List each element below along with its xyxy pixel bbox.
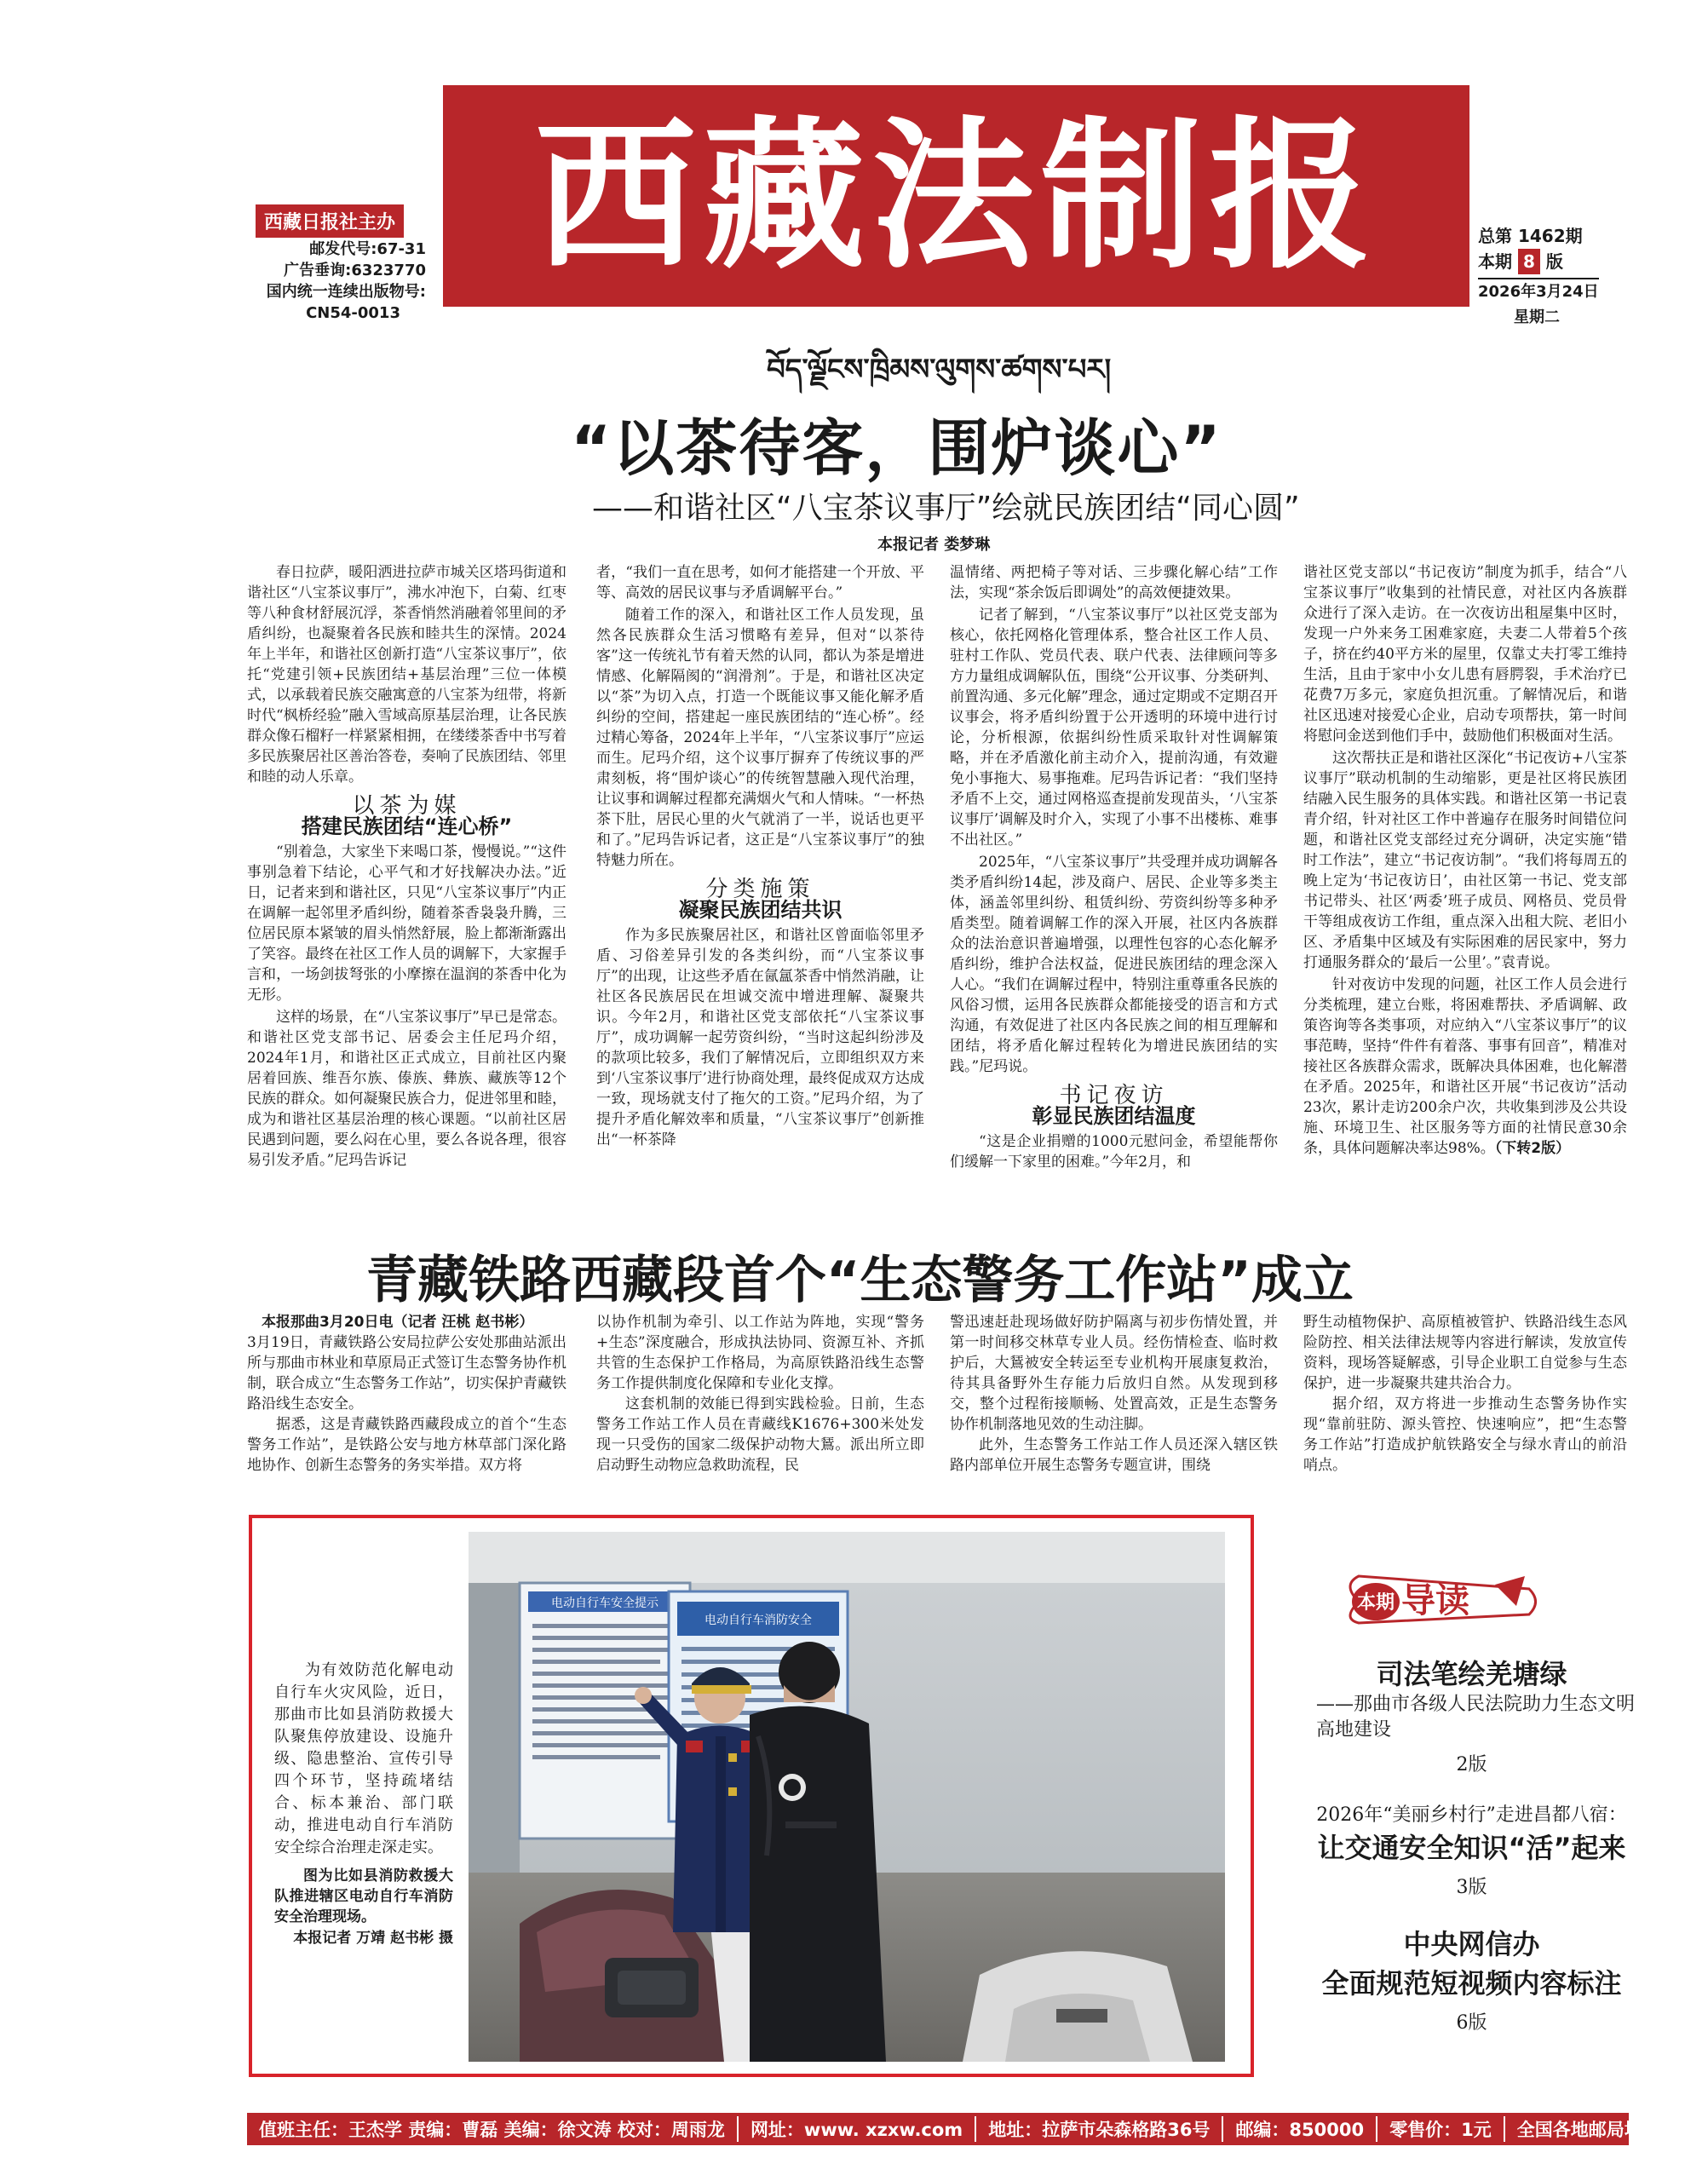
main-article-column-2: [596, 562, 924, 1218]
article-lead: 春日拉萨，暖阳洒进拉萨市城关区塔玛街道和谐社区“八宝茶议事厅”，沸水冲泡下，白菊、红枣等八种食材舒展沉浮，茶香悄然消融着邻里间的矛盾纠纷，也凝聚着各民族和睦共生的深情。2024年上半年，和谐社区创新打造“八宝茶议事厅”，依托“党建引领+民族团结+基层治理”三位一体模式，以承载着民族交融寓意的八宝茶为纽带，将新时代“枫桥经验”融入雪域高原基层治理，让各民族群众像石榴籽一样紧紧相拥，在缕缕茶香中书写着多民族聚居社区善治答卷，奏响了民族团结、邻里和睦的动人乐章。: [247, 564, 566, 786]
masthead-meta-left: [247, 239, 426, 324]
newspaper-title: 西藏法制报: [534, 101, 1378, 291]
guide-item-page: 6版: [1456, 2012, 1487, 2034]
footer-editors: 值班主任：王杰学 责编：曹磊 美编：徐文涛 校对：周雨龙: [247, 2116, 739, 2142]
section-title: 搭建民族团结“连心桥”: [301, 814, 513, 838]
main-article-column-1: [247, 562, 566, 1218]
section-kicker: 分类施策: [705, 877, 815, 902]
photo-credit: 本报记者 万靖 赵书彬 摄: [293, 1930, 453, 1947]
rail-article-column-3: [950, 1312, 1278, 1499]
article-paragraph: 这套机制的效能已得到实践检验。日前，生态警务工作站工作人员在青藏线K1676+300米处发现一只受伤的国家二级保护动物大鵟。派出所立即启动野生动物应急救助流程，民: [596, 1395, 924, 1474]
guide-item[interactable]: [1299, 1923, 1644, 2034]
rail-article-column-1: [247, 1312, 566, 1499]
fire-safety-scene-illustration: [469, 1532, 1225, 2062]
section-heading-1: [247, 793, 566, 838]
tibetan-newspaper-name: བོད་ལྗོངས་ཁྲིམས་ལུགས་ཚགས་པར།: [767, 353, 1112, 387]
news-photo: [469, 1532, 1225, 2062]
photo-caption: [274, 1660, 453, 1949]
article-paragraph: 针对夜访中发现的问题，社区工作人员会进行分类梳理，建立台账，将困难帮扶、矛盾调解、政策咨询等各类事项，对应纳入“八宝茶议事厅”的议事范畴，坚持“件件有着落、事事有回音”，精准对接社区各族群众需求，既解决具体困难，也化解潜在矛盾。2025年，和谐社区开展“书记夜访”活动23次，累计走访200余户次，共收集到涉及公共设施、环境卫生、社区服务等方面的社情民意30余条，具体问题解决率达98%。（下转2版）: [1303, 976, 1627, 1157]
guide-badge-label: 导读: [1401, 1580, 1469, 1620]
footer-zip: 邮编：850000: [1223, 2116, 1377, 2142]
guide-item-page: 3版: [1456, 1877, 1487, 1898]
issue-date: 2026年3月24日: [1478, 278, 1599, 305]
article-paragraph: 温情绪、两把椅子等对话、三步骤化解心结”工作法，实现“茶余饭后即调处”的高效便捷效果。: [950, 564, 1278, 601]
masthead-meta-right: [1478, 223, 1599, 331]
guide-item-page: 2版: [1456, 1754, 1487, 1775]
rail-dateline: 本报那曲3月20日电（记者 汪桃 赵书彬）: [262, 1314, 534, 1331]
publisher-tag: 西藏日报社主办: [256, 204, 404, 238]
serial-label: 国内统一连续出版物号:: [266, 283, 426, 301]
article-paragraph: 随着工作的深入，和谐社区工作人员发现，虽然各民族群众生活习惯略有差异，但对“以茶待客”这一传统礼节有着天然的认同，都认为茶是增进情感、化解隔阂的“润滑剂”。于是，和谐社区决定以“茶”为切入点，打造一个既能议事又能化解矛盾纠纷的空间，搭建起一座民族团结的“连心桥”。经过精心筹备，2024年上半年，“八宝茶议事厅”应运而生。尼玛介绍，这个议事厅摒弃了传统议事的严肃刻板，将“围炉谈心”的传统智慧融入现代治理，让议事和调解过程都充满烟火气和人情味。“一杯热茶下肚，居民心里的火气就消了一半，说话也更平和了。”尼玛告诉记者，这正是“八宝茶议事厅”的独特魅力所在。: [596, 607, 924, 869]
ad-phone: 广告垂询:6323770: [284, 262, 426, 279]
edition-info: 本期 8 版: [1478, 249, 1599, 274]
footer-subscribe: 全国各地邮局均可订阅: [1516, 2120, 1696, 2140]
section-title: 凝聚民族团结共识: [678, 898, 842, 922]
rail-article-column-2: [596, 1312, 924, 1499]
guide-item-title: 中央网信办: [1403, 1928, 1540, 1960]
article-paragraph: 据悉，这是青藏铁路西藏段成立的首个“生态警务工作站”，是铁路公安与地方林草部门深化路地协作、创新生态警务的务实举措。双方将: [247, 1416, 566, 1474]
section-title: 彰显民族团结温度: [1032, 1104, 1196, 1128]
main-article-column-4: [1303, 562, 1627, 1218]
main-subheadline: ——和谐社区“八宝茶议事厅”绘就民族团结“同心圆”: [592, 491, 1300, 526]
guide-badge-graphic: [1325, 1568, 1546, 1636]
footer-price: 零售价：1元: [1377, 2116, 1505, 2142]
guide-item[interactable]: [1299, 1800, 1644, 1899]
issue-guide-panel: [1299, 1568, 1644, 2062]
poster-heading: 电动自行车安全提示: [551, 1597, 658, 1610]
footer-address: 地址：拉萨市朵森格路36号: [976, 2116, 1223, 2142]
article-paragraph: 此外，生态警务工作站工作人员还深入辖区铁路内部单位开展生态警务专题宣讲，围绕: [950, 1436, 1278, 1474]
article-paragraph: 这次帮扶正是和谐社区深化“书记夜访+八宝茶议事厅”联动机制的生动缩影，更是社区将民族团结融入民生服务的具体实践。和谐社区第一书记袁青介绍，针对社区工作中普遍存在服务时间错位问题，和谐社区党支部经过充分调研，决定实施“错时工作法”，建立“书记夜访制”。“我们将每周五的晚上定为‘书记夜访日’，由社区第一书记、党支部书记带头、社区‘两委’班子成员、网格员、党员骨干等组成夜访工作组，重点深入出租大院、老旧小区、矛盾集中区域及有实际困难的居民家中，努力打通服务群众的‘最后一公里’。”袁青说。: [1303, 750, 1627, 971]
serial-number: CN54-0013: [306, 304, 400, 322]
guide-item-title: 让交通安全知识“活”起来: [1317, 1832, 1626, 1864]
section-kicker: 以茶为媒: [352, 793, 462, 819]
footer-website[interactable]: 网址：www. xzxw.com: [739, 2116, 976, 2142]
article-paragraph: 记者了解到，“八宝茶议事厅”以社区党支部为核心，依托网格化管理体系，整合社区工作人员、驻村工作队、党员代表、联户代表、法律顾问等多方力量组成调解队伍，围绕“公开议事、分类研判、前置沟通、多元化解”理念，通过定期或不定期召开议事会，将矛盾纠纷置于公开透明的环境中进行讨论，分析根源，依据纠纷性质采取针对性调解策略，并在矛盾激化前主动介入，提前沟通，有效避免小事拖大、易事拖难。尼玛告诉记者：“我们坚持矛盾不上交，通过网格巡查提前发现苗头，‘八宝茶议事厅’调解及时介入，实现了小事不出楼栋、难事不出社区。”: [950, 607, 1278, 849]
guide-badge: [1299, 1568, 1644, 1636]
total-issue: 总第 1462期: [1478, 226, 1583, 246]
rail-article-headline: 青藏铁路西藏段首个“生态警务工作站”成立: [366, 1251, 1354, 1310]
guide-badge-prefix: 本期: [1356, 1592, 1395, 1614]
guide-item-title: 司法笔绘羌塘绿: [1376, 1658, 1567, 1690]
article-paragraph: 者，“我们一直在思考，如何才能搭建一个开放、平等、高效的居民议事与矛盾调解平台。”: [596, 564, 924, 601]
article-paragraph: 野生动植物保护、高原植被管护、铁路沿线生态风险防控、相关法律法规等内容进行解读，发放宣传资料，现场答疑解惑，引导企业职工自觉参与生态保护，进一步凝聚共建共治合力。: [1303, 1314, 1627, 1392]
article-paragraph: 3月19日，青藏铁路公安局拉萨公安处那曲站派出所与那曲市林业和草原局正式签订生态警务协作机制，联合成立“生态警务工作站”，切实保护青藏铁路沿线生态安全。: [247, 1334, 566, 1413]
article-paragraph: “这是企业捐赠的1000元慰问金，希望能帮你们缓解一下家里的困难。”今年2月，和: [950, 1133, 1278, 1171]
guide-item-prefix: 2026年“美丽乡村行”走进昌都八宿：: [1316, 1804, 1627, 1826]
article-paragraph: 作为多民族聚居社区，和谐社区曾面临邻里矛盾、习俗差异引发的各类纠纷，而“八宝茶议事厅”的出现，让这些矛盾在氤氲茶香中悄然消融，让社区各民族居民在坦诚交流中增进理解、凝聚共识。今年2月，和谐社区党支部依托“八宝茶议事厅”，成功调解一起劳资纠纷，“当时这起纠纷涉及的款项比较多，我们了解情况后，立即组织双方来到‘八宝茶议事厅’进行协商处理，最终促成双方达成一致，现场就支付了拖欠的工资。”尼玛介绍，为了提升矛盾化解效率和质量，“八宝茶议事厅”创新推出“一杯茶降: [596, 927, 924, 1148]
article-paragraph: 警迅速赶赴现场做好防护隔离与初步伤情处置，并第一时间移交林草专业人员。经伤情检查、临时救护后，大鵟被安全转运至专业机构开展康复救治，待其具备野外生存能力后放归自然。从发现到移交，整个过程衔接顺畅、处置高效，正是生态警务协作机制落地见效的生动注脚。: [950, 1314, 1278, 1433]
article-paragraph: 这样的场景，在“八宝茶议事厅”早已是常态。和谐社区党支部书记、居委会主任尼玛介绍，2024年1月，和谐社区正式成立，目前社区内聚居着回族、维吾尔族、傣族、彝族、藏族等12个民族的群众。如何凝聚民族合力，促进邻里和睦，成为和谐社区基层治理的核心课题。“以前社区居民遇到问题，要么闷在心里，要么各说各理，很容易引发矛盾。”尼玛告诉记: [247, 1009, 566, 1169]
section-heading-3: [950, 1085, 1278, 1126]
page-footer: [247, 2113, 1696, 2145]
article-paragraph: 据介绍，双方将进一步推动生态警务协作实现“靠前驻防、源头管控、快速响应”，把“生态警务工作站”打造成护航铁路安全与绿水青山的前沿哨点。: [1303, 1395, 1627, 1474]
main-article-column-3: [950, 562, 1278, 1218]
edition-count-badge: 8: [1518, 249, 1540, 274]
caption-note: 图为比如县消防救援大队推进辖区电动自行车消防安全治理现场。: [274, 1867, 453, 1925]
issue-weekday: 星期二: [1514, 308, 1560, 326]
section-kicker: 书记夜访: [1059, 1083, 1169, 1108]
continue-note: （下转2版）: [1494, 1140, 1571, 1157]
caption-text: 为有效防范化解电动自行车火灾风险，近日，那曲市比如县消防救援大队聚焦停放建设、设施升级、隐患整治、宣传引导四个环节，坚持疏堵结合、标本兼治、部门联动，推进电动自行车消防安全综合治理走深走实。: [274, 1661, 453, 1856]
article-paragraph: 谐社区党支部以“书记夜访”制度为抓手，结合“八宝茶议事厅”收集到的社情民意，对社区内各族群众进行了深入走访。在一次夜访出租屋集中区时，发现一户外来务工困难家庭，夫妻二人带着5个孩子，挤在约40平方米的屋里，仅靠丈夫打零工维持生活，且由于家中小女儿患有唇腭裂，手术治疗已花费7万多元，家庭负担沉重。了解情况后，和谐社区迅速对接爱心企业，启动专项帮扶，第一时间将慰问金送到他们手中，鼓励他们积极面对生活。: [1303, 564, 1627, 745]
poster-heading: 电动自行车消防安全: [704, 1614, 812, 1627]
section-heading-2: [596, 879, 924, 920]
guide-item-subtitle: ——那曲市各级人民法院助力生态文明高地建设: [1316, 1694, 1636, 1741]
article-paragraph: 以协作机制为牵引、以工作站为阵地，实现“警务+生态”深度融合，形成执法协同、资源互补、齐抓共管的生态保护工作格局，为高原铁路沿线生态警务工作提供制度化保障和专业化支撑。: [596, 1314, 924, 1392]
guide-item-title-line2: 全面规范短视频内容标注: [1321, 1967, 1622, 2000]
masthead-banner: [443, 85, 1469, 307]
main-headline: “以茶待客，围炉谈心”: [571, 412, 1222, 484]
guide-item[interactable]: [1299, 1653, 1644, 1776]
postal-code: 邮发代号:67-31: [309, 240, 426, 258]
article-paragraph: 2025年，“八宝茶议事厅”共受理并成功调解各类矛盾纠纷14起，涉及商户、居民、企业等多类主体，涵盖邻里纠纷、租赁纠纷、劳资纠纷等多种矛盾类型。随着调解工作的深入开展，社区内各族群众的法治意识普遍增强，以理性包容的心态化解矛盾纠纷，维护合法权益，促进民族团结的理念深入人心。“我们在调解过程中，特别注重尊重各民族的风俗习惯，运用各民族群众都能接受的语言和方式沟通，有效促进了社区内各民族之间的相互理解和团结，将矛盾化解过程转化为增进民族团结的实践。”尼玛说。: [950, 854, 1278, 1075]
main-byline: 本报记者 娄梦琳: [877, 536, 991, 554]
rail-article-column-4: [1303, 1312, 1627, 1499]
article-paragraph: “别着急，大家坐下来喝口茶，慢慢说。”“这件事别急着下结论，心平气和才好找解决办法。”近日，记者来到和谐社区，只见“八宝茶议事厅”内正在调解一起邻里矛盾纠纷，随着茶香袅袅升腾，三位居民原本紧皱的眉头悄然舒展，脸上都渐渐露出了笑容。最终在社区工作人员的调解下，大家握手言和，一场剑拔弩张的小摩擦在温润的茶香中化为无形。: [247, 843, 566, 1004]
